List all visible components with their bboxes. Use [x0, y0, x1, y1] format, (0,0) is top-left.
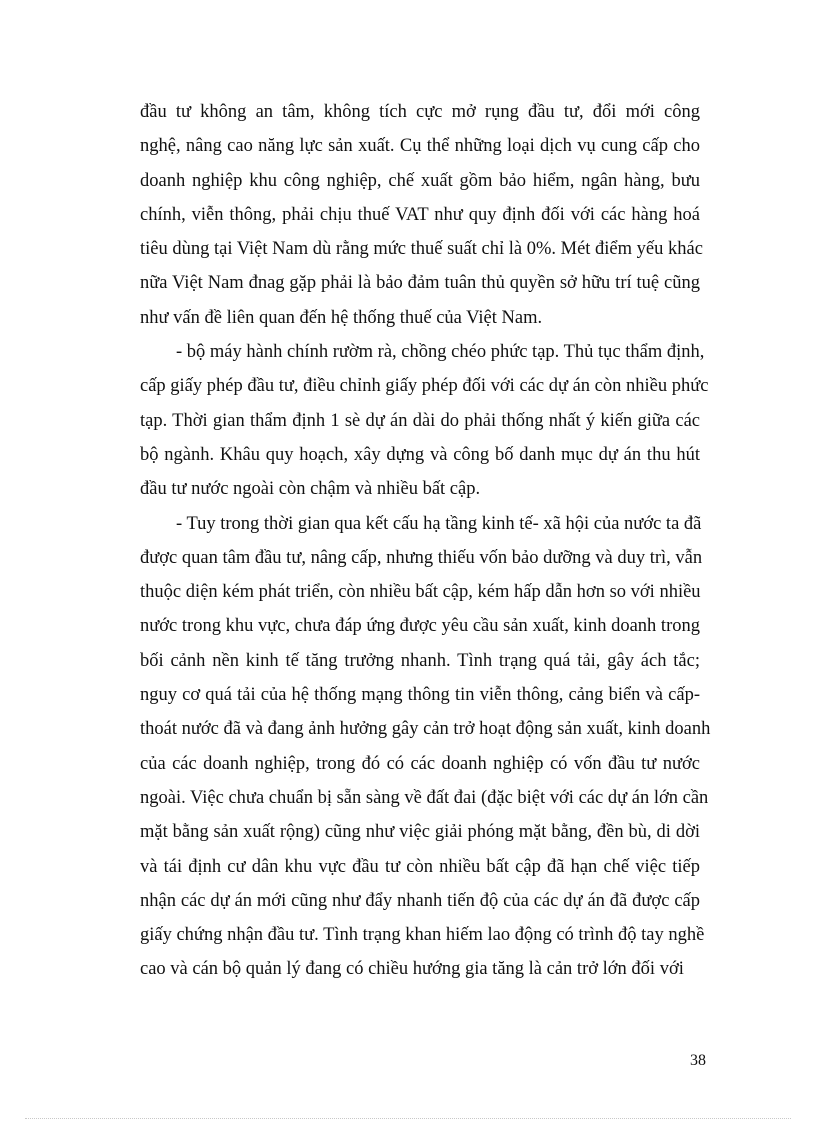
- text-line: chính, viễn thông, phải chịu thuế VAT như quy định đối với các hàng hoá: [140, 204, 700, 225]
- text-line: đầu tư không an tâm, không tích cực mở rụng đầu tư, đổi mới công: [140, 102, 700, 122]
- text-line: tạp. Thời gian thẩm định 1 sè dự án dài do phải thống nhất ý kiến giữa các: [140, 410, 700, 431]
- text-line: giấy chứng nhận đầu tư. Tình trạng khan hiếm lao động có trình độ tay nghề: [140, 925, 705, 946]
- text-line: bối cảnh nền kinh tế tăng trưởng nhanh. Tình trạng quá tải, gây ách tắc;: [140, 650, 700, 671]
- text-line: được quan tâm đầu tư, nâng cấp, nhưng thiếu vốn bảo dưỡng và duy trì, vẫn: [140, 547, 703, 568]
- text-line: của các doanh nghiệp, trong đó có các doanh nghiệp có vốn đầu tư nước: [140, 753, 700, 774]
- text-line: nhận các dự án mới cũng như đẩy nhanh tiến độ của các dự án đã được cấp: [140, 890, 700, 911]
- text-line: như vấn đề liên quan đến hệ thống thuế của Việt Nam.: [140, 307, 543, 328]
- text-line: bộ ngành. Khâu quy hoạch, xây dựng và công bố danh mục dự án thu hút: [140, 444, 700, 465]
- body-text: [140, 95, 711, 987]
- text-line: đầu tư nước ngoài còn chậm và nhiều bất cập.: [140, 479, 481, 500]
- text-line: và tái định cư dân khu vực đầu tư còn nhiều bất cập đã hạn chế việc tiếp: [140, 856, 700, 877]
- text-line: thoát nước đã và đang ảnh hưởng gây cản trở hoạt động sản xuất, kinh doanh: [140, 719, 711, 740]
- text-line: nghệ, nâng cao năng lực sản xuất. Cụ thể những loại dịch vụ cung cấp cho: [140, 136, 700, 157]
- page-bottom-divider: [25, 1118, 791, 1119]
- text-line: cao và cán bộ quản lý đang có chiều hướng gia tăng là cản trở lớn đối với: [140, 959, 684, 980]
- page-number: 38: [690, 1052, 706, 1069]
- text-line: - Tuy trong thời gian qua kết cấu hạ tầng kinh tế- xã hội của nước ta đã: [176, 513, 702, 534]
- text-line: mặt bằng sản xuất rộng) cũng như việc giải phóng mặt bằng, đền bù, di dời: [140, 822, 700, 843]
- text-line: thuộc diện kém phát triển, còn nhiều bất cập, kém hấp dẫn hơn so với nhiều: [140, 582, 701, 603]
- text-line: cấp giấy phép đầu tư, điều chỉnh giấy phép đối với các dự án còn nhiều phức: [140, 376, 709, 397]
- text-line: tiêu dùng tại Việt Nam dù rằng mức thuế suất chỉ là 0%. Mét điểm yếu khác: [140, 239, 703, 260]
- text-line: ngoài. Việc chưa chuẩn bị sẵn sàng về đất đai (đặc biệt với các dự án lớn cần: [140, 787, 709, 808]
- text-line: - bộ máy hành chính rườm rà, chồng chéo phức tạp. Thủ tục thẩm định,: [176, 342, 705, 363]
- text-line: nguy cơ quá tải của hệ thống mạng thông tin viễn thông, cảng biển và cấp-: [140, 685, 700, 706]
- text-line: doanh nghiệp khu công nghiệp, chế xuất gồm bảo hiểm, ngân hàng, bưu: [140, 170, 700, 191]
- text-line: nữa Việt Nam đnag gặp phải là bảo đảm tuân thủ quyền sở hữu trí tuệ cũng: [140, 273, 700, 294]
- text-line: nước trong khu vực, chưa đáp ứng được yêu cầu sản xuất, kinh doanh trong: [140, 616, 700, 637]
